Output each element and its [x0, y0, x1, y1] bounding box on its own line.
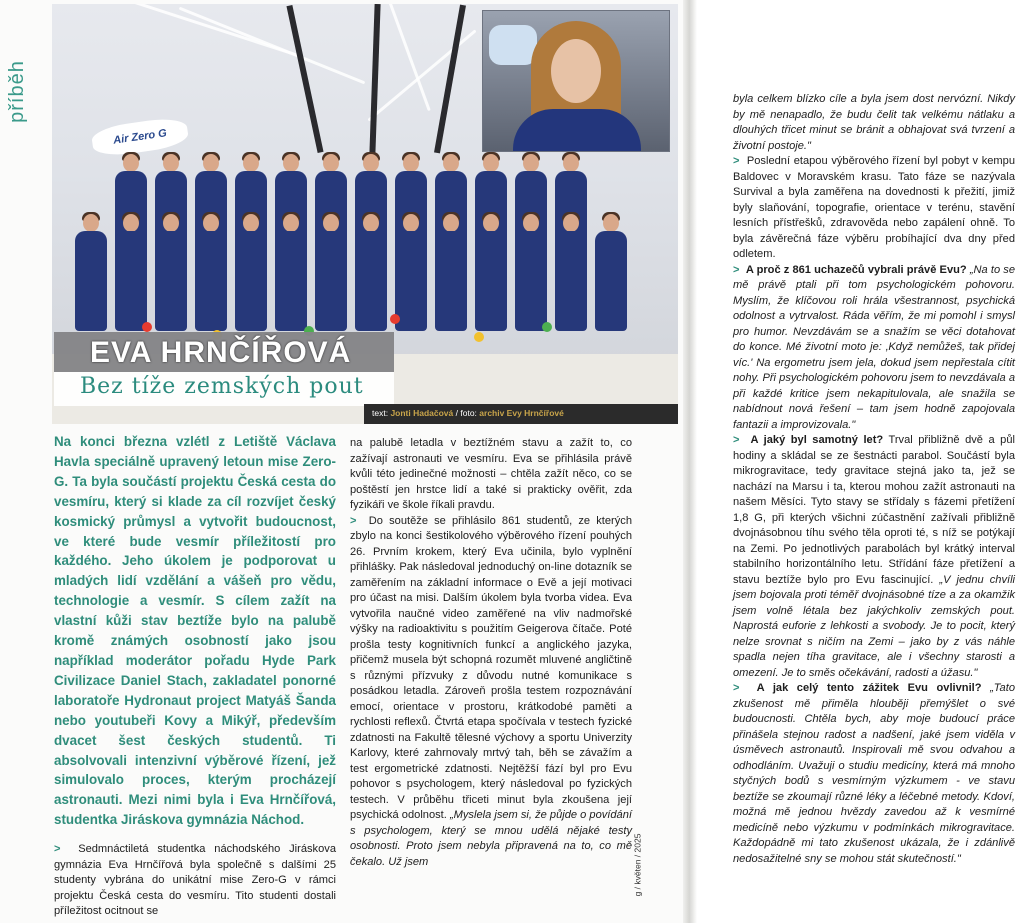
paragraph: na palubě letadla v beztížném stavu a zažít to, co zažívají astronauti ve vesmíru. Eva se přihlásila právě kvůli této jedinečné možnosti – chtěla zažít něco, co se poštěstí jen hrstce lidí a také si prakticky ověřit, zda fyzikáři ve škole říkali pravdu. [350, 437, 632, 511]
paragraph: Do soutěže se přihlásilo 861 studentů, ze kterých zbylo na konci šestikolového výběrového řízení pouhých 26. Prvním krokem, který Eva učinila, bylo vyplnění přihlášky. Pak následoval jednoduchý on-line dotazník se zaměřením na základní informace o Evě a její motivaci pro účast na misi. Dalším úkolem byla tvorba videa. Eva vytvořila naučné video zaměřené na vliv nadmořské výšky na radioaktivitu s použitím Geigerova čítače. Poté prošla testy kognitivních funkcí a anglického jazyka, přičemž musela být schopná rozumět mluvené angličtině s různými přízvuky z důvodu nutné komunikace s posádkou letadla. Zároveň prošla testem rozpoznávání emocí, orientace v prostoru, krátkodobé paměti a rychlosti reflexů. Čtvrtá etapa spočívala v testech fyzické zdatnosti na Fakultě tělesné výchovy a sportu Univerzity Karlovy, které zahrnovaly mrtvý tah, běh se závažím a test ergometrické zdatnosti. Nejtěžší fází byl pro Evu pohovor s psychologem, který následoval po fyzických testech. V průběhu třiceti minut byla zkoušena její psychická odolnost. [350, 514, 633, 821]
crew-row-front [72, 214, 630, 334]
ceiling-light [373, 4, 431, 111]
column-1-body [54, 842, 336, 920]
question: A proč z 861 uchazečů vybrali právě Evu? [745, 263, 967, 276]
crew-member [352, 214, 390, 334]
portrait-suit [513, 109, 641, 152]
quote: „Myslela jsem si, že půjde o povídání s psychologem, který se mnou udělá nějaké testy osobnosti. Proto jsem nebyla připravená na to, co mě čekalo. Už jsem [350, 809, 632, 868]
cabin-rib [286, 5, 323, 153]
quote: „Tato zkušenost mě přiměla hlouběji přemýšlet o své budoucnosti. Chtěla bych, aby moje budoucí práce přinášela stejnou radost a nadšení, jaké jsem viděla v úsměvech astronautů. Inspirovali mě svou odvahou a odhodláním. Uvažuji o studiu medicíny, která má mnoho styčných bodů s vesmírným výzkumem - ve stavu beztíže se zkoumají různé léky a léčebné metody. Kdoví, možná mě jednou hvězdy zavedou až k vesmírné medicíně nebo výzkumu v podmínkách mikrogravitace. Každopádně mi tato zkušenost ukázala, že i zdánlivě nedosažitelné sny se mohou stát skutečností." [733, 682, 1015, 865]
question: A jaký byl samotný let? [750, 434, 884, 446]
quote: byla celkem blízko cíle a byla jsem dost nervózní. Nikdy by mě nenapadlo, že budu čelit tak velkému nátlaku a dlouhých třicet minut se bránit a obhajovat svá tvrzení a životní postoje." [733, 93, 1015, 152]
quote: „Na to se mě právě ptali při tom psychologickém pohovoru. Myslím, že klíčovou roli hrála všestrannost, psychická odolnost a vytrvalost. Ráda věřím, že mi pomohl i smysl pro humor. Nevzdávám se a snažím se věci dotahovat do konce. Mé životní moto je: ‚Když nemůžeš, tak přidej víc.' Na ergometru jsem jela, dokud jsem nepřestala cítit nohy. Při psychologickém pohovoru jsem to nevzdávala a při každé kritice jsem nekapitulovala, ale snažila se nabídnout nová řešení – tam jsem hodně zapojovala fantazii a improvizovala." [733, 263, 1016, 431]
crew-member [192, 214, 230, 334]
ceiling-light [126, 4, 298, 57]
folio-text: g / květen / 2025 [632, 833, 643, 897]
bullet-marker: > [733, 155, 740, 167]
bullet-marker: > [350, 514, 357, 527]
floating-ball [390, 314, 400, 324]
article-title: EVA HRNČÍŘOVÁ [90, 336, 352, 369]
crew-member [312, 214, 350, 334]
bullet-marker: > [733, 263, 740, 276]
floating-ball [142, 322, 152, 332]
column-3-body [733, 92, 1015, 867]
section-label [6, 50, 46, 140]
crew-member [512, 214, 550, 334]
floating-ball [474, 332, 484, 342]
quote: „V jednu chvíli jsem bojovala proti téměř dvojnásobné tíze a za okamžik jsem volně létala bez jakýchkoliv zemských pout. Naprostá euforie z lehkosti a svobody. Je to pocit, který nelze srovnat s ničím na Zemi – jako by z vás náhle spadla nejen tíha gravitace, ale i všechny starosti a omezení. Je to směs očekávání, radosti a úžasu." [733, 573, 1016, 679]
bullet-marker: > [54, 843, 61, 855]
crew-member [592, 214, 630, 334]
credit-text-label: text: [372, 408, 389, 418]
article-subtitle: Bez tíže zemských pout [80, 374, 364, 399]
credit-author: Jonti Hadačová [390, 408, 454, 418]
airzerog-logo: Air Zero G [90, 115, 189, 158]
portrait-inset [482, 10, 670, 152]
portrait-face [551, 39, 601, 103]
crew-member [232, 214, 270, 334]
ceiling-light [367, 29, 476, 121]
crew-group [72, 154, 662, 354]
crew-member [432, 214, 470, 334]
paragraph: Poslední etapou výběrového řízení byl pobyt v kempu Baldovec v Moravském krasu. Tato fáze se nazývala Survival a byla zaměřena na dovednosti k přežití, jimiž byly slaňování, topografie, orientace v terénu, stavění lesních přístřešků, zdravověda nebo zapálení ohně. To byla závěrečná fáze výběru probíhající dva dny před odletem. [733, 155, 1015, 260]
folio [632, 820, 656, 920]
cabin-rib [434, 5, 466, 154]
credit-photo-label: / foto: [455, 408, 477, 418]
question: A jak celý tento zážitek Evu ovlivnil? [756, 682, 982, 694]
crew-member [552, 214, 590, 334]
cabin-rib [369, 4, 380, 154]
crew-member [72, 214, 110, 334]
bullet-marker: > [733, 434, 740, 446]
photo-credit [372, 408, 564, 418]
crew-member [472, 214, 510, 334]
paragraph: Trval přibližně dvě a půl hodiny a skládal se ze šestnácti parabol. Součástí byla mikrogravitace, tedy gravitace stejná jako ta, jež se nachází na Marsu i ta, kterou mohou zažít astronauti na našem Měsíci. Tyto stavy se střídaly s fázemi přetížení 1,8 G, při kterých všichni zúčastnění zažívali přibližně dvojnásobnou tíhu svého těla oproti té, s níž se potýkají na Zemi. Po jednotlivých parabolách byl krátký interval stabilního horizontálního letu. Střídání fáze přetížení a stavu beztíže bylo pro Evu fascinující. [733, 434, 1015, 586]
article-lead: Na konci března vzlétl z Letiště Václava Havla speciálně upravený letoun mise Zero-G. Ta byla součástí projektu Česká cesta do vesmíru, který si klade za cíl rozvíjet český kosmický průmysl a vytvořit budoucnost, ve které bude vesmír příležitostí pro každého. Jeho úkolem je podporovat u mladých lidí vzdělání a vášeň pro vědu, technologie a vesmír. S cílem zažít na vlastní kůži stav beztíže bylo na palubě kromě známých osobností jako jsou například moderátor pořadu Hyde Park Civilizace Daniel Stach, zakladatel ponorné laboratoře Hydronaut project Matyáš Šanda nebo youtubeři Kovy a Mikýř, především dvacet šest českých studentů. Ti absolvovali intenzivní výběrové řízení, jež simulovalo proces, kterým procházejí astronauti. Mezi nimi byla i Eva Hrnčířová, studentka Jiráskova gymnázia Náchod. [54, 434, 336, 828]
column-2-body [350, 436, 632, 870]
crew-member [112, 214, 150, 334]
paragraph: Sedmnáctiletá studentka náchodského Jiráskova gymnázia Eva Hrnčířová byla společně s dalšími 25 studenty vybrána do unikátní mise Zero-G v rámci projektu Česká cesta do vesmíru. Tito studenti dostali příležitost ocitnout se [54, 843, 336, 917]
aircraft-window [489, 25, 537, 65]
floating-ball [542, 322, 552, 332]
crew-member [272, 214, 310, 334]
section-label-text: příběh [5, 60, 28, 123]
credit-photo-source: archiv Evy Hrnčířové [479, 408, 564, 418]
bullet-marker: > [733, 682, 740, 694]
ceiling-light [179, 7, 366, 85]
crew-member [152, 214, 190, 334]
page-gutter [683, 0, 697, 923]
